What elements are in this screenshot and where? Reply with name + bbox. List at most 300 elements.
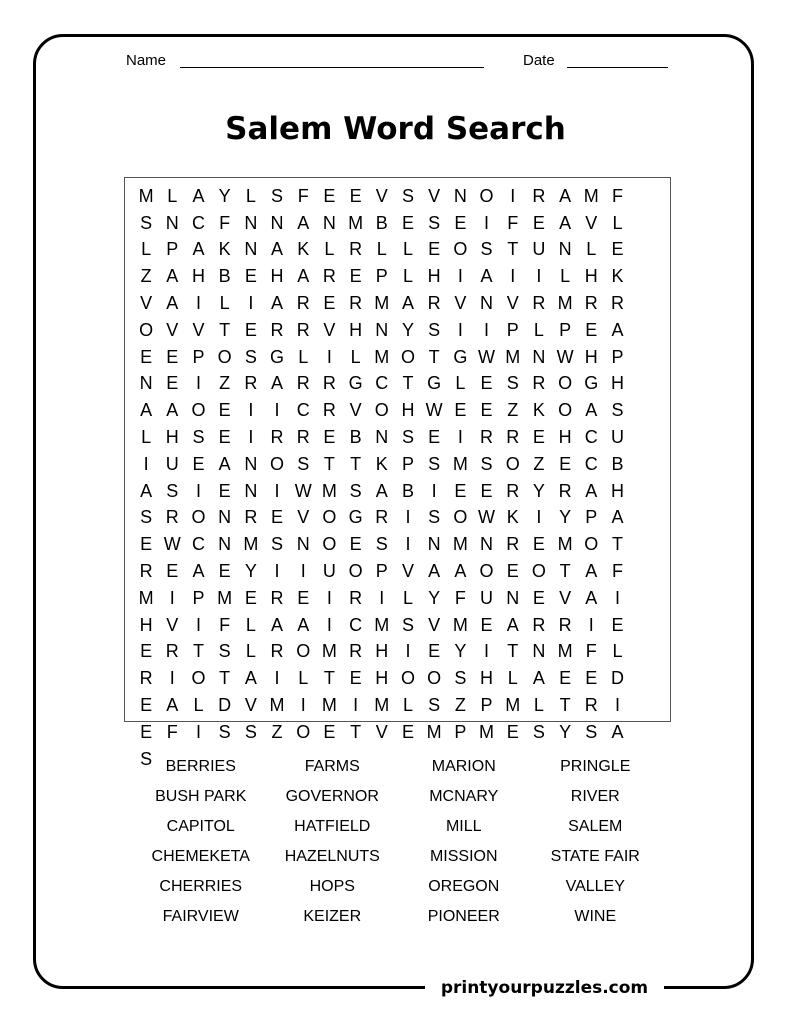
grid-letter[interactable]: L bbox=[167, 185, 178, 206]
grid-letter[interactable]: N bbox=[218, 534, 232, 555]
grid-letter[interactable]: I bbox=[457, 319, 463, 340]
grid-letter[interactable]: T bbox=[611, 534, 623, 555]
grid-letter[interactable]: O bbox=[322, 534, 337, 555]
grid-letter[interactable]: O bbox=[374, 400, 389, 421]
grid-letter[interactable]: N bbox=[244, 453, 258, 474]
grid-letter[interactable]: E bbox=[585, 319, 598, 340]
grid-letter[interactable]: A bbox=[585, 561, 598, 582]
grid-letter[interactable]: S bbox=[428, 212, 441, 233]
grid-letter[interactable]: E bbox=[140, 641, 153, 662]
grid-letter[interactable]: R bbox=[349, 293, 363, 314]
grid-letter[interactable]: S bbox=[480, 453, 493, 474]
grid-letter[interactable]: A bbox=[271, 239, 284, 260]
grid-letter[interactable]: K bbox=[375, 453, 388, 474]
grid-letter[interactable]: E bbox=[349, 668, 362, 689]
grid-letter[interactable]: S bbox=[140, 507, 153, 528]
grid-letter[interactable]: E bbox=[140, 695, 153, 716]
grid-letter[interactable]: O bbox=[348, 561, 363, 582]
grid-letter[interactable]: H bbox=[584, 266, 598, 287]
grid-letter[interactable]: Z bbox=[533, 453, 545, 474]
grid-letter[interactable]: R bbox=[139, 668, 153, 689]
grid-letter[interactable]: R bbox=[480, 427, 494, 448]
grid-letter[interactable]: I bbox=[510, 266, 516, 287]
grid-letter[interactable]: I bbox=[274, 668, 280, 689]
grid-letter[interactable]: R bbox=[322, 266, 336, 287]
grid-letter[interactable]: M bbox=[243, 534, 259, 555]
grid-letter[interactable]: A bbox=[140, 400, 153, 421]
grid-letter[interactable]: O bbox=[270, 453, 285, 474]
grid-letter[interactable]: Z bbox=[507, 400, 519, 421]
grid-letter[interactable]: L bbox=[298, 346, 309, 367]
grid-letter[interactable]: Y bbox=[428, 587, 441, 608]
grid-letter[interactable]: N bbox=[480, 293, 494, 314]
grid-letter[interactable]: A bbox=[480, 266, 493, 287]
grid-letter[interactable]: A bbox=[585, 480, 598, 501]
grid-letter[interactable]: I bbox=[379, 587, 385, 608]
grid-letter[interactable]: F bbox=[611, 561, 623, 582]
grid-letter[interactable]: M bbox=[348, 212, 364, 233]
grid-letter[interactable]: R bbox=[349, 587, 363, 608]
grid-letter[interactable]: T bbox=[507, 239, 519, 260]
grid-letter[interactable]: O bbox=[479, 561, 494, 582]
grid-letter[interactable]: C bbox=[296, 400, 310, 421]
grid-letter[interactable]: L bbox=[402, 587, 413, 608]
grid-letter[interactable]: C bbox=[584, 453, 598, 474]
grid-letter[interactable]: F bbox=[297, 185, 309, 206]
grid-letter[interactable]: I bbox=[536, 266, 542, 287]
grid-letter[interactable]: S bbox=[244, 346, 257, 367]
grid-letter[interactable]: S bbox=[428, 453, 441, 474]
grid-letter[interactable]: S bbox=[140, 748, 153, 769]
grid-letter[interactable]: H bbox=[191, 266, 205, 287]
grid-letter[interactable]: E bbox=[349, 185, 362, 206]
grid-letter[interactable]: N bbox=[480, 534, 494, 555]
grid-letter[interactable]: H bbox=[610, 480, 624, 501]
grid-letter[interactable]: P bbox=[506, 319, 519, 340]
grid-letter[interactable]: B bbox=[349, 427, 362, 448]
grid-letter[interactable]: E bbox=[140, 534, 153, 555]
grid-letter[interactable]: I bbox=[326, 614, 332, 635]
grid-letter[interactable]: A bbox=[218, 453, 231, 474]
grid-letter[interactable]: Z bbox=[454, 695, 466, 716]
grid-letter[interactable]: N bbox=[532, 641, 546, 662]
grid-letter[interactable]: M bbox=[321, 695, 337, 716]
grid-letter[interactable]: N bbox=[322, 212, 336, 233]
grid-letter[interactable]: A bbox=[244, 668, 257, 689]
grid-letter[interactable]: M bbox=[452, 614, 468, 635]
grid-letter[interactable]: V bbox=[166, 614, 179, 635]
grid-letter[interactable]: L bbox=[586, 239, 597, 260]
grid-letter[interactable]: E bbox=[532, 534, 545, 555]
grid-letter[interactable]: I bbox=[195, 293, 201, 314]
grid-letter[interactable]: V bbox=[166, 319, 179, 340]
grid-letter[interactable]: E bbox=[401, 721, 414, 742]
grid-letter[interactable]: S bbox=[271, 185, 284, 206]
grid-letter[interactable]: S bbox=[585, 721, 598, 742]
grid-letter[interactable]: L bbox=[402, 695, 413, 716]
grid-letter[interactable]: A bbox=[166, 400, 179, 421]
grid-letter[interactable]: E bbox=[428, 239, 441, 260]
grid-letter[interactable]: L bbox=[141, 427, 152, 448]
grid-letter[interactable]: L bbox=[507, 668, 518, 689]
grid-letter[interactable]: E bbox=[532, 587, 545, 608]
grid-letter[interactable]: S bbox=[428, 695, 441, 716]
grid-letter[interactable]: A bbox=[585, 400, 598, 421]
grid-letter[interactable]: E bbox=[428, 641, 441, 662]
grid-letter[interactable]: I bbox=[484, 319, 490, 340]
grid-letter[interactable]: S bbox=[401, 614, 414, 635]
grid-letter[interactable]: I bbox=[484, 641, 490, 662]
grid-letter[interactable]: R bbox=[244, 507, 258, 528]
grid-letter[interactable]: R bbox=[506, 480, 520, 501]
grid-letter[interactable]: O bbox=[505, 453, 520, 474]
grid-letter[interactable]: Z bbox=[271, 721, 283, 742]
grid-letter[interactable]: T bbox=[402, 373, 414, 394]
grid-letter[interactable]: P bbox=[166, 239, 179, 260]
grid-letter[interactable]: Y bbox=[244, 561, 257, 582]
grid-letter[interactable]: I bbox=[169, 668, 175, 689]
grid-letter[interactable]: W bbox=[478, 507, 496, 528]
grid-letter[interactable]: E bbox=[323, 427, 336, 448]
grid-letter[interactable]: Y bbox=[218, 185, 231, 206]
grid-letter[interactable]: N bbox=[296, 534, 310, 555]
grid-letter[interactable]: M bbox=[374, 293, 390, 314]
grid-letter[interactable]: N bbox=[244, 480, 258, 501]
grid-letter[interactable]: I bbox=[588, 614, 594, 635]
grid-letter[interactable]: H bbox=[270, 266, 284, 287]
grid-letter[interactable]: A bbox=[192, 185, 205, 206]
grid-letter[interactable]: O bbox=[400, 668, 415, 689]
grid-letter[interactable]: V bbox=[585, 212, 598, 233]
grid-letter[interactable]: S bbox=[271, 534, 284, 555]
grid-letter[interactable]: E bbox=[585, 668, 598, 689]
grid-letter[interactable]: A bbox=[611, 721, 624, 742]
grid-letter[interactable]: O bbox=[453, 239, 468, 260]
grid-letter[interactable]: P bbox=[375, 266, 388, 287]
grid-letter[interactable]: R bbox=[270, 427, 284, 448]
grid-letter[interactable]: N bbox=[532, 346, 546, 367]
grid-letter[interactable]: R bbox=[532, 293, 546, 314]
grid-letter[interactable]: M bbox=[557, 641, 573, 662]
grid-letter[interactable]: L bbox=[402, 266, 413, 287]
grid-letter[interactable]: M bbox=[374, 614, 390, 635]
grid-letter[interactable]: M bbox=[217, 587, 233, 608]
grid-letter[interactable]: G bbox=[348, 507, 363, 528]
grid-letter[interactable]: E bbox=[480, 480, 493, 501]
grid-letter[interactable]: N bbox=[375, 319, 389, 340]
grid-letter[interactable]: P bbox=[192, 346, 205, 367]
grid-letter[interactable]: H bbox=[375, 641, 389, 662]
grid-letter[interactable]: E bbox=[532, 427, 545, 448]
grid-letter[interactable]: N bbox=[244, 212, 258, 233]
grid-letter[interactable]: T bbox=[350, 453, 362, 474]
grid-letter[interactable]: R bbox=[270, 587, 284, 608]
grid-letter[interactable]: V bbox=[244, 695, 257, 716]
grid-letter[interactable]: M bbox=[321, 641, 337, 662]
grid-letter[interactable]: O bbox=[584, 534, 599, 555]
grid-letter[interactable]: R bbox=[375, 507, 389, 528]
grid-letter[interactable]: R bbox=[558, 480, 572, 501]
grid-letter[interactable]: N bbox=[558, 239, 572, 260]
grid-letter[interactable]: E bbox=[401, 212, 414, 233]
grid-letter[interactable]: T bbox=[323, 668, 335, 689]
grid-letter[interactable]: H bbox=[375, 668, 389, 689]
grid-letter[interactable]: K bbox=[218, 239, 231, 260]
grid-letter[interactable]: V bbox=[428, 185, 441, 206]
grid-letter[interactable]: D bbox=[610, 668, 624, 689]
grid-letter[interactable]: A bbox=[506, 614, 519, 635]
grid-letter[interactable]: N bbox=[453, 185, 467, 206]
grid-letter[interactable]: V bbox=[140, 293, 153, 314]
grid-letter[interactable]: I bbox=[353, 695, 359, 716]
grid-letter[interactable]: Y bbox=[559, 721, 572, 742]
grid-letter[interactable]: I bbox=[536, 507, 542, 528]
grid-letter[interactable]: I bbox=[274, 400, 280, 421]
grid-letter[interactable]: O bbox=[191, 400, 206, 421]
grid-letter[interactable]: O bbox=[322, 507, 337, 528]
grid-letter[interactable]: L bbox=[533, 319, 544, 340]
grid-letter[interactable]: S bbox=[428, 319, 441, 340]
grid-letter[interactable]: M bbox=[374, 346, 390, 367]
grid-letter[interactable]: F bbox=[507, 212, 519, 233]
grid-letter[interactable]: H bbox=[349, 319, 363, 340]
grid-letter[interactable]: S bbox=[244, 721, 257, 742]
grid-letter[interactable]: S bbox=[375, 534, 388, 555]
grid-letter[interactable]: V bbox=[192, 319, 205, 340]
grid-letter[interactable]: E bbox=[428, 427, 441, 448]
grid-letter[interactable]: E bbox=[218, 427, 231, 448]
grid-letter[interactable]: O bbox=[479, 185, 494, 206]
grid-letter[interactable]: N bbox=[218, 507, 232, 528]
grid-letter[interactable]: O bbox=[400, 346, 415, 367]
grid-letter[interactable]: S bbox=[349, 480, 362, 501]
grid-letter[interactable]: F bbox=[611, 185, 623, 206]
grid-letter[interactable]: E bbox=[349, 534, 362, 555]
grid-letter[interactable]: M bbox=[505, 695, 521, 716]
grid-letter[interactable]: O bbox=[558, 373, 573, 394]
grid-letter[interactable]: F bbox=[166, 721, 178, 742]
date-line[interactable] bbox=[567, 67, 668, 68]
grid-letter[interactable]: L bbox=[612, 641, 623, 662]
grid-letter[interactable]: V bbox=[349, 400, 362, 421]
grid-letter[interactable]: B bbox=[375, 212, 388, 233]
grid-letter[interactable]: R bbox=[296, 293, 310, 314]
grid-letter[interactable]: M bbox=[452, 534, 468, 555]
grid-letter[interactable]: G bbox=[348, 373, 363, 394]
grid-letter[interactable]: I bbox=[195, 480, 201, 501]
grid-letter[interactable]: H bbox=[165, 427, 179, 448]
grid-letter[interactable]: I bbox=[457, 266, 463, 287]
grid-letter[interactable]: E bbox=[506, 721, 519, 742]
grid-letter[interactable]: L bbox=[219, 293, 230, 314]
grid-letter[interactable]: E bbox=[454, 212, 467, 233]
grid-letter[interactable]: H bbox=[139, 614, 153, 635]
grid-letter[interactable]: E bbox=[297, 587, 310, 608]
grid-letter[interactable]: E bbox=[140, 346, 153, 367]
grid-letter[interactable]: I bbox=[274, 561, 280, 582]
grid-letter[interactable]: F bbox=[454, 587, 466, 608]
grid-letter[interactable]: P bbox=[192, 587, 205, 608]
grid-letter[interactable]: T bbox=[428, 346, 440, 367]
grid-letter[interactable]: I bbox=[614, 587, 620, 608]
grid-letter[interactable]: T bbox=[350, 721, 362, 742]
grid-letter[interactable]: W bbox=[163, 534, 181, 555]
grid-letter[interactable]: I bbox=[248, 293, 254, 314]
grid-letter[interactable]: E bbox=[611, 614, 624, 635]
grid-letter[interactable]: W bbox=[425, 400, 443, 421]
grid-letter[interactable]: I bbox=[300, 695, 306, 716]
grid-letter[interactable]: S bbox=[297, 453, 310, 474]
grid-letter[interactable]: N bbox=[375, 427, 389, 448]
grid-letter[interactable]: V bbox=[559, 587, 572, 608]
grid-letter[interactable]: V bbox=[323, 319, 336, 340]
grid-letter[interactable]: L bbox=[533, 695, 544, 716]
grid-letter[interactable]: I bbox=[431, 480, 437, 501]
grid-letter[interactable]: M bbox=[583, 185, 599, 206]
grid-letter[interactable]: O bbox=[558, 400, 573, 421]
grid-letter[interactable]: C bbox=[191, 212, 205, 233]
grid-letter[interactable]: L bbox=[193, 695, 204, 716]
grid-letter[interactable]: I bbox=[169, 587, 175, 608]
grid-letter[interactable]: V bbox=[297, 507, 310, 528]
grid-letter[interactable]: O bbox=[191, 668, 206, 689]
grid-letter[interactable]: R bbox=[270, 641, 284, 662]
grid-letter[interactable]: O bbox=[191, 507, 206, 528]
grid-letter[interactable]: O bbox=[531, 561, 546, 582]
grid-letter[interactable]: B bbox=[401, 480, 414, 501]
grid-letter[interactable]: A bbox=[192, 239, 205, 260]
grid-letter[interactable]: Y bbox=[401, 319, 414, 340]
grid-letter[interactable]: P bbox=[375, 561, 388, 582]
grid-letter[interactable]: H bbox=[427, 266, 441, 287]
grid-letter[interactable]: E bbox=[218, 400, 231, 421]
grid-letter[interactable]: A bbox=[611, 319, 624, 340]
grid-letter[interactable]: B bbox=[218, 266, 231, 287]
grid-letter[interactable]: B bbox=[611, 453, 624, 474]
grid-letter[interactable]: S bbox=[218, 721, 231, 742]
grid-letter[interactable]: R bbox=[165, 507, 179, 528]
grid-letter[interactable]: I bbox=[248, 400, 254, 421]
grid-letter[interactable]: P bbox=[585, 507, 598, 528]
grid-letter[interactable]: M bbox=[269, 695, 285, 716]
grid-letter[interactable]: R bbox=[506, 427, 520, 448]
grid-letter[interactable]: A bbox=[271, 293, 284, 314]
grid-letter[interactable]: N bbox=[506, 587, 520, 608]
grid-letter[interactable]: H bbox=[401, 400, 415, 421]
grid-letter[interactable]: A bbox=[297, 266, 310, 287]
grid-letter[interactable]: I bbox=[405, 641, 411, 662]
grid-letter[interactable]: M bbox=[452, 453, 468, 474]
grid-letter[interactable]: A bbox=[271, 373, 284, 394]
grid-letter[interactable]: U bbox=[322, 561, 336, 582]
grid-letter[interactable]: I bbox=[405, 534, 411, 555]
grid-letter[interactable]: W bbox=[478, 346, 496, 367]
grid-letter[interactable]: R bbox=[322, 400, 336, 421]
grid-letter[interactable]: A bbox=[585, 587, 598, 608]
grid-letter[interactable]: M bbox=[138, 587, 154, 608]
grid-letter[interactable]: P bbox=[480, 695, 493, 716]
grid-letter[interactable]: K bbox=[506, 507, 519, 528]
grid-letter[interactable]: V bbox=[428, 614, 441, 635]
grid-letter[interactable]: E bbox=[454, 400, 467, 421]
grid-letter[interactable]: R bbox=[532, 373, 546, 394]
grid-letter[interactable]: T bbox=[219, 668, 231, 689]
grid-letter[interactable]: I bbox=[405, 507, 411, 528]
grid-letter[interactable]: A bbox=[532, 668, 545, 689]
grid-letter[interactable]: E bbox=[218, 480, 231, 501]
grid-letter[interactable]: L bbox=[402, 239, 413, 260]
grid-letter[interactable]: N bbox=[427, 534, 441, 555]
grid-letter[interactable]: E bbox=[506, 561, 519, 582]
grid-letter[interactable]: U bbox=[610, 427, 624, 448]
grid-letter[interactable]: A bbox=[559, 185, 572, 206]
grid-letter[interactable]: S bbox=[401, 427, 414, 448]
grid-letter[interactable]: R bbox=[427, 293, 441, 314]
grid-letter[interactable]: L bbox=[324, 239, 335, 260]
grid-letter[interactable]: R bbox=[244, 373, 258, 394]
grid-letter[interactable]: H bbox=[584, 346, 598, 367]
grid-letter[interactable]: H bbox=[610, 373, 624, 394]
grid-letter[interactable]: O bbox=[296, 721, 311, 742]
grid-letter[interactable]: E bbox=[454, 480, 467, 501]
grid-letter[interactable]: Y bbox=[532, 480, 545, 501]
grid-letter[interactable]: E bbox=[480, 373, 493, 394]
grid-letter[interactable]: L bbox=[560, 266, 571, 287]
grid-letter[interactable]: L bbox=[455, 373, 466, 394]
grid-letter[interactable]: A bbox=[166, 695, 179, 716]
grid-letter[interactable]: L bbox=[141, 239, 152, 260]
grid-letter[interactable]: A bbox=[454, 561, 467, 582]
grid-letter[interactable]: R bbox=[349, 641, 363, 662]
grid-letter[interactable]: E bbox=[323, 185, 336, 206]
grid-letter[interactable]: S bbox=[506, 373, 519, 394]
grid-letter[interactable]: E bbox=[244, 266, 257, 287]
grid-letter[interactable]: M bbox=[321, 480, 337, 501]
grid-letter[interactable]: Y bbox=[559, 507, 572, 528]
grid-letter[interactable]: I bbox=[274, 480, 280, 501]
grid-letter[interactable]: S bbox=[192, 427, 205, 448]
grid-letter[interactable]: R bbox=[349, 239, 363, 260]
grid-letter[interactable]: R bbox=[296, 427, 310, 448]
grid-letter[interactable]: Z bbox=[140, 266, 152, 287]
grid-letter[interactable]: D bbox=[218, 695, 232, 716]
grid-letter[interactable]: P bbox=[401, 453, 414, 474]
grid-letter[interactable]: P bbox=[559, 319, 572, 340]
grid-letter[interactable]: P bbox=[454, 721, 467, 742]
grid-letter[interactable]: F bbox=[585, 641, 597, 662]
grid-letter[interactable]: A bbox=[611, 507, 624, 528]
grid-letter[interactable]: E bbox=[611, 239, 624, 260]
grid-letter[interactable]: F bbox=[219, 614, 231, 635]
grid-letter[interactable]: G bbox=[270, 346, 285, 367]
grid-letter[interactable]: F bbox=[219, 212, 231, 233]
grid-letter[interactable]: R bbox=[584, 695, 598, 716]
grid-letter[interactable]: R bbox=[532, 614, 546, 635]
grid-letter[interactable]: R bbox=[322, 373, 336, 394]
grid-letter[interactable]: S bbox=[532, 721, 545, 742]
grid-letter[interactable]: I bbox=[484, 212, 490, 233]
grid-letter[interactable]: U bbox=[165, 453, 179, 474]
grid-letter[interactable]: M bbox=[426, 721, 442, 742]
grid-letter[interactable]: T bbox=[323, 453, 335, 474]
grid-letter[interactable]: E bbox=[480, 614, 493, 635]
grid-letter[interactable]: T bbox=[219, 319, 231, 340]
grid-letter[interactable]: S bbox=[454, 668, 467, 689]
grid-letter[interactable]: E bbox=[244, 319, 257, 340]
grid-letter[interactable]: L bbox=[298, 668, 309, 689]
grid-letter[interactable]: R bbox=[610, 293, 624, 314]
grid-letter[interactable]: E bbox=[166, 561, 179, 582]
